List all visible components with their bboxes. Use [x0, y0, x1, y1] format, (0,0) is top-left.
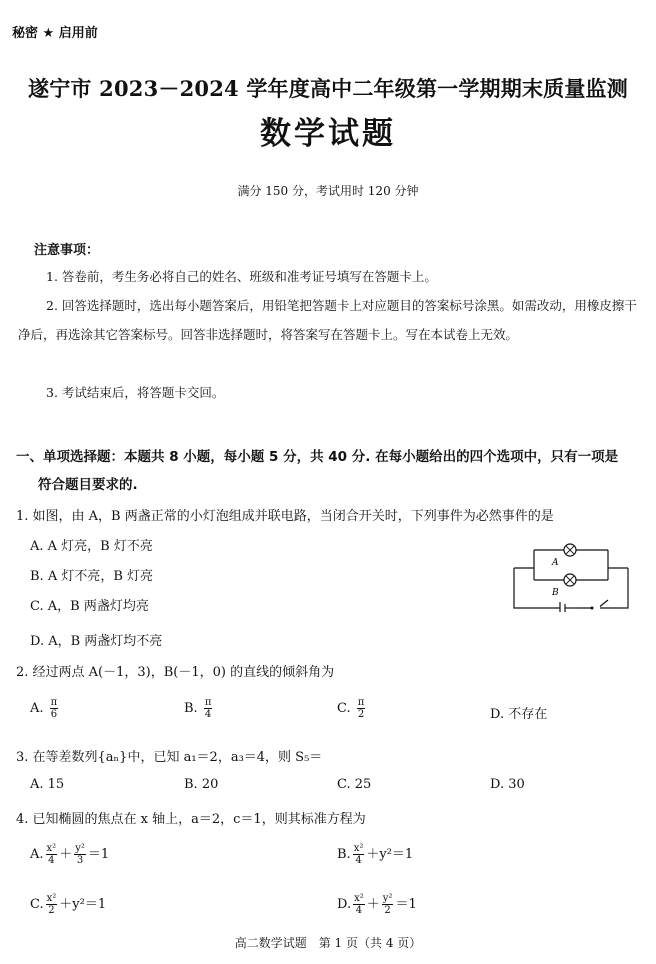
fraction: $\frac{\pi}{4}$	[204, 697, 212, 720]
q3-option-c: C. 25	[337, 777, 372, 792]
lamp-a-icon	[564, 544, 576, 556]
q1-option-b: B. A 灯不亮，B 灯亮	[30, 569, 154, 584]
fraction: $\frac{\text{y²}}{2}$	[382, 893, 393, 916]
subject-title: 数学试题	[260, 116, 396, 152]
page-footer: 高二数学试题 第 1 页（共 4 页）	[234, 936, 422, 950]
fraction: $\frac{\text{x²}}{4}$	[354, 893, 364, 916]
lamp-b-label: B	[552, 588, 559, 598]
question-2-stem: 2. 经过两点 A(－1，3)，B(－1，0) 的直线的倾斜角为	[16, 665, 335, 680]
parallel-circuit-diagram	[510, 540, 632, 612]
fraction: $\frac{\text{x²}}{4}$	[353, 843, 364, 866]
q1-option-a: A. A 灯亮，B 灯不亮	[30, 539, 153, 554]
q2-option-d: D. 不存在	[490, 707, 548, 722]
section-line-2: 符合题目要求的.	[38, 477, 138, 493]
note-item: 3. 考试结束后，将答题卡交回。	[46, 385, 225, 400]
fraction: $\frac{\text{x²}}{4}$	[46, 843, 57, 866]
q3-option-a: A. 15	[30, 777, 65, 792]
q1-option-d: D. A，B 两盏灯均不亮	[30, 634, 163, 649]
question-1-stem: 1. 如图，由 A，B 两盏正常的小灯泡组成并联电路，当闭合开关时，下列事件为必然事件的是	[16, 509, 554, 524]
score-info: 满分 150 分，考试用时 120 分钟	[237, 184, 419, 198]
note-item: 2. 回答选择题时，选出每小题答案后，用铅笔把答题卡上对应题目的答案标号涂黑。如需改动，用橡皮擦干净后，再选涂其它答案标号。回答非选择题时，将答案写在答题卡上。写在本试卷上无效。	[18, 298, 637, 342]
q4-option-c: C. $\frac{\text{x²}}{2}$ ＋y²＝1	[30, 893, 107, 916]
q2-option-c: C. $\frac{\pi}{2}$	[337, 697, 365, 720]
q4-option-a: A. $\frac{\text{x²}}{4}$ ＋ $\frac{\text{y²}}{3}$ ＝1	[30, 843, 110, 866]
q3-option-d: D. 30	[490, 777, 525, 792]
notes-heading: 注意事项：	[34, 243, 100, 258]
fraction: $\frac{\pi}{2}$	[357, 697, 365, 720]
q2-option-a: A. $\frac{\pi}{6}$	[30, 697, 58, 720]
q4-option-d: D. $\frac{\text{x²}}{4}$ ＋ $\frac{\text{y²}}{2}$ ＝1	[337, 893, 417, 916]
question-4-stem: 4. 已知椭圆的焦点在 x 轴上，a＝2，c＝1，则其标准方程为	[16, 812, 366, 827]
lamp-a-label: A	[552, 558, 559, 568]
lamp-b-icon	[564, 574, 576, 586]
note-item: 1. 答卷前，考生务必将自己的姓名、班级和准考证号填写在答题卡上。	[46, 269, 437, 284]
question-3-stem: 3. 在等差数列{aₙ}中，已知 a₁＝2，a₃＝4，则 S₅＝	[16, 750, 323, 765]
q1-option-c: C. A，B 两盏灯均亮	[30, 599, 149, 614]
q4-option-b: B. $\frac{\text{x²}}{4}$ ＋y²＝1	[337, 843, 414, 866]
q3-option-b: B. 20	[184, 777, 219, 792]
q2-option-b: B. $\frac{\pi}{4}$	[184, 697, 212, 720]
section-header	[16, 443, 646, 499]
fraction: $\frac{\text{y²}}{3}$	[75, 843, 85, 866]
section-line-1: 一、单项选择题：本题共 8 小题，每小题 5 分，共 40 分. 在每小题给出的四个选项中，只有一项是	[16, 449, 619, 465]
exam-title: 遂宁市 2023－2024 学年度高中二年级第一学期期末质量监测	[28, 76, 628, 101]
confidential-mark: 秘密 ★ 启用前	[12, 26, 98, 41]
fraction: $\frac{\pi}{6}$	[50, 697, 58, 720]
fraction: $\frac{\text{x²}}{2}$	[46, 893, 57, 916]
